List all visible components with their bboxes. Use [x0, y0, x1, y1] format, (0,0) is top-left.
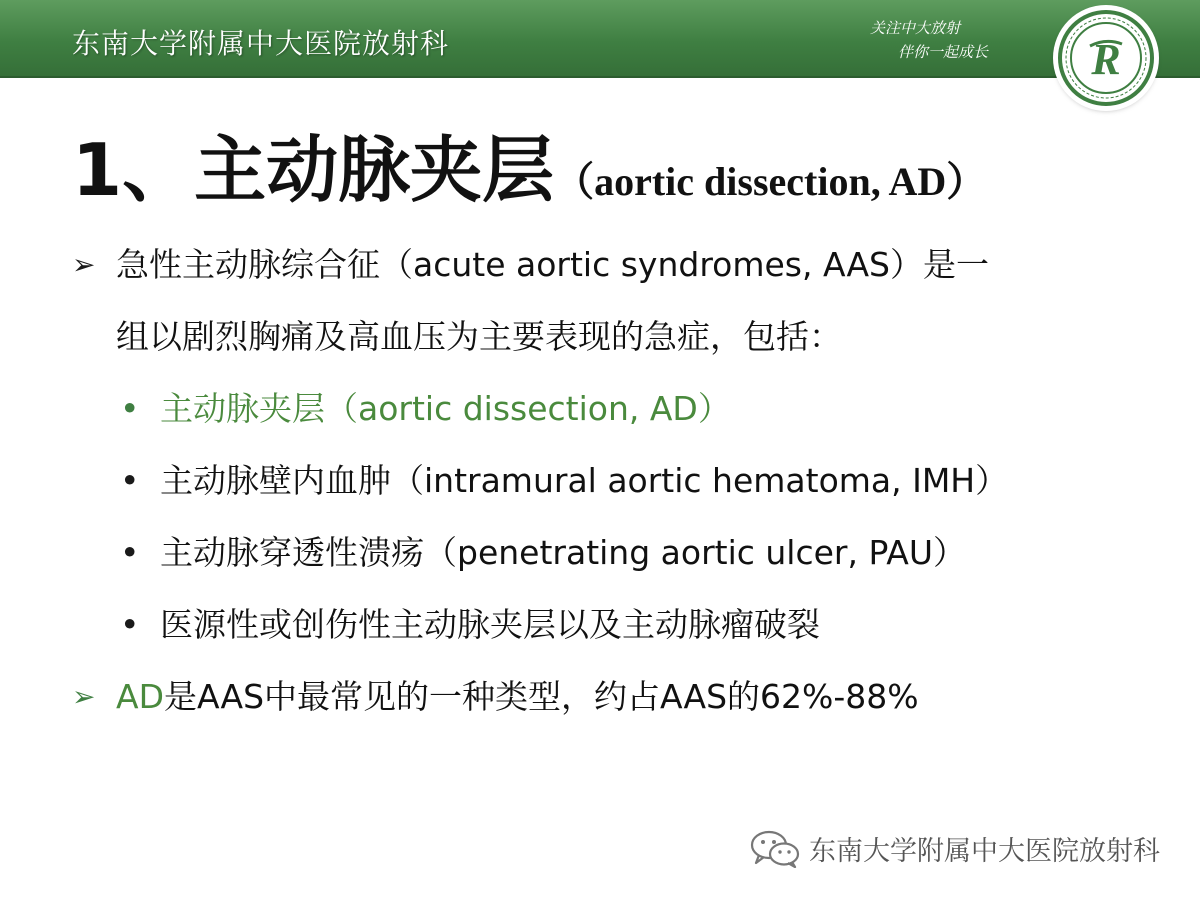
banner-title: 东南大学附属中大医院放射科 [72, 27, 450, 60]
slide-title-main: 1、主动脉夹层 [72, 128, 555, 212]
slogan-line-2: 伴你一起成长 [898, 43, 989, 61]
header-banner [0, 0, 1200, 84]
slogan [870, 16, 1030, 64]
footer-source [749, 828, 1160, 868]
arrow-bullet-icon: ➢ [72, 248, 96, 281]
slogan-line-1: 关注中大放射 [870, 19, 961, 37]
bullet-1-line-2 [72, 318, 1152, 356]
logo-emblem-icon [1056, 8, 1156, 108]
slide-title-sub: （aortic dissection, AD） [554, 159, 987, 204]
sub-item-1 [72, 390, 1152, 428]
arrow-bullet-icon: ➢ [72, 680, 96, 713]
slide-title [72, 112, 986, 216]
sub-item-1-text: 主动脉夹层（aortic dissection, AD） [160, 389, 731, 428]
bullet-1-text-a: 急性主动脉综合征（acute aortic syndromes, AAS）是一 [116, 245, 989, 284]
dot-bullet-icon: • [120, 461, 140, 500]
dot-bullet-icon: • [120, 389, 140, 428]
bullet-1-text-b: 组以剧烈胸痛及高血压为主要表现的急症，包括： [116, 317, 842, 356]
sub-item-4 [72, 606, 1152, 644]
footer-source-text: 东南大学附属中大医院放射科 [809, 835, 1160, 867]
slide-body [72, 246, 1152, 716]
bullet-2-text: 是AAS中最常见的一种类型，约占AAS的62%-88% [164, 677, 919, 716]
dot-bullet-icon: • [120, 533, 140, 572]
bullet-2-highlight: AD [116, 677, 164, 716]
sub-item-3-text: 主动脉穿透性溃疡（penetrating aortic ulcer, PAU） [160, 533, 966, 572]
sub-item-2 [72, 462, 1152, 500]
dot-bullet-icon: • [120, 605, 140, 644]
logo-letter: R [1091, 35, 1121, 84]
bullet-1-line-1 [72, 246, 1152, 284]
sub-item-4-text: 医源性或创伤性主动脉夹层以及主动脉瘤破裂 [160, 605, 820, 644]
sub-item-2-text: 主动脉壁内血肿（intramural aortic hematoma, IMH） [160, 461, 1009, 500]
bullet-2 [72, 678, 1152, 716]
wechat-icon [749, 828, 801, 868]
sub-item-3 [72, 534, 1152, 572]
hospital-logo [1056, 8, 1156, 108]
